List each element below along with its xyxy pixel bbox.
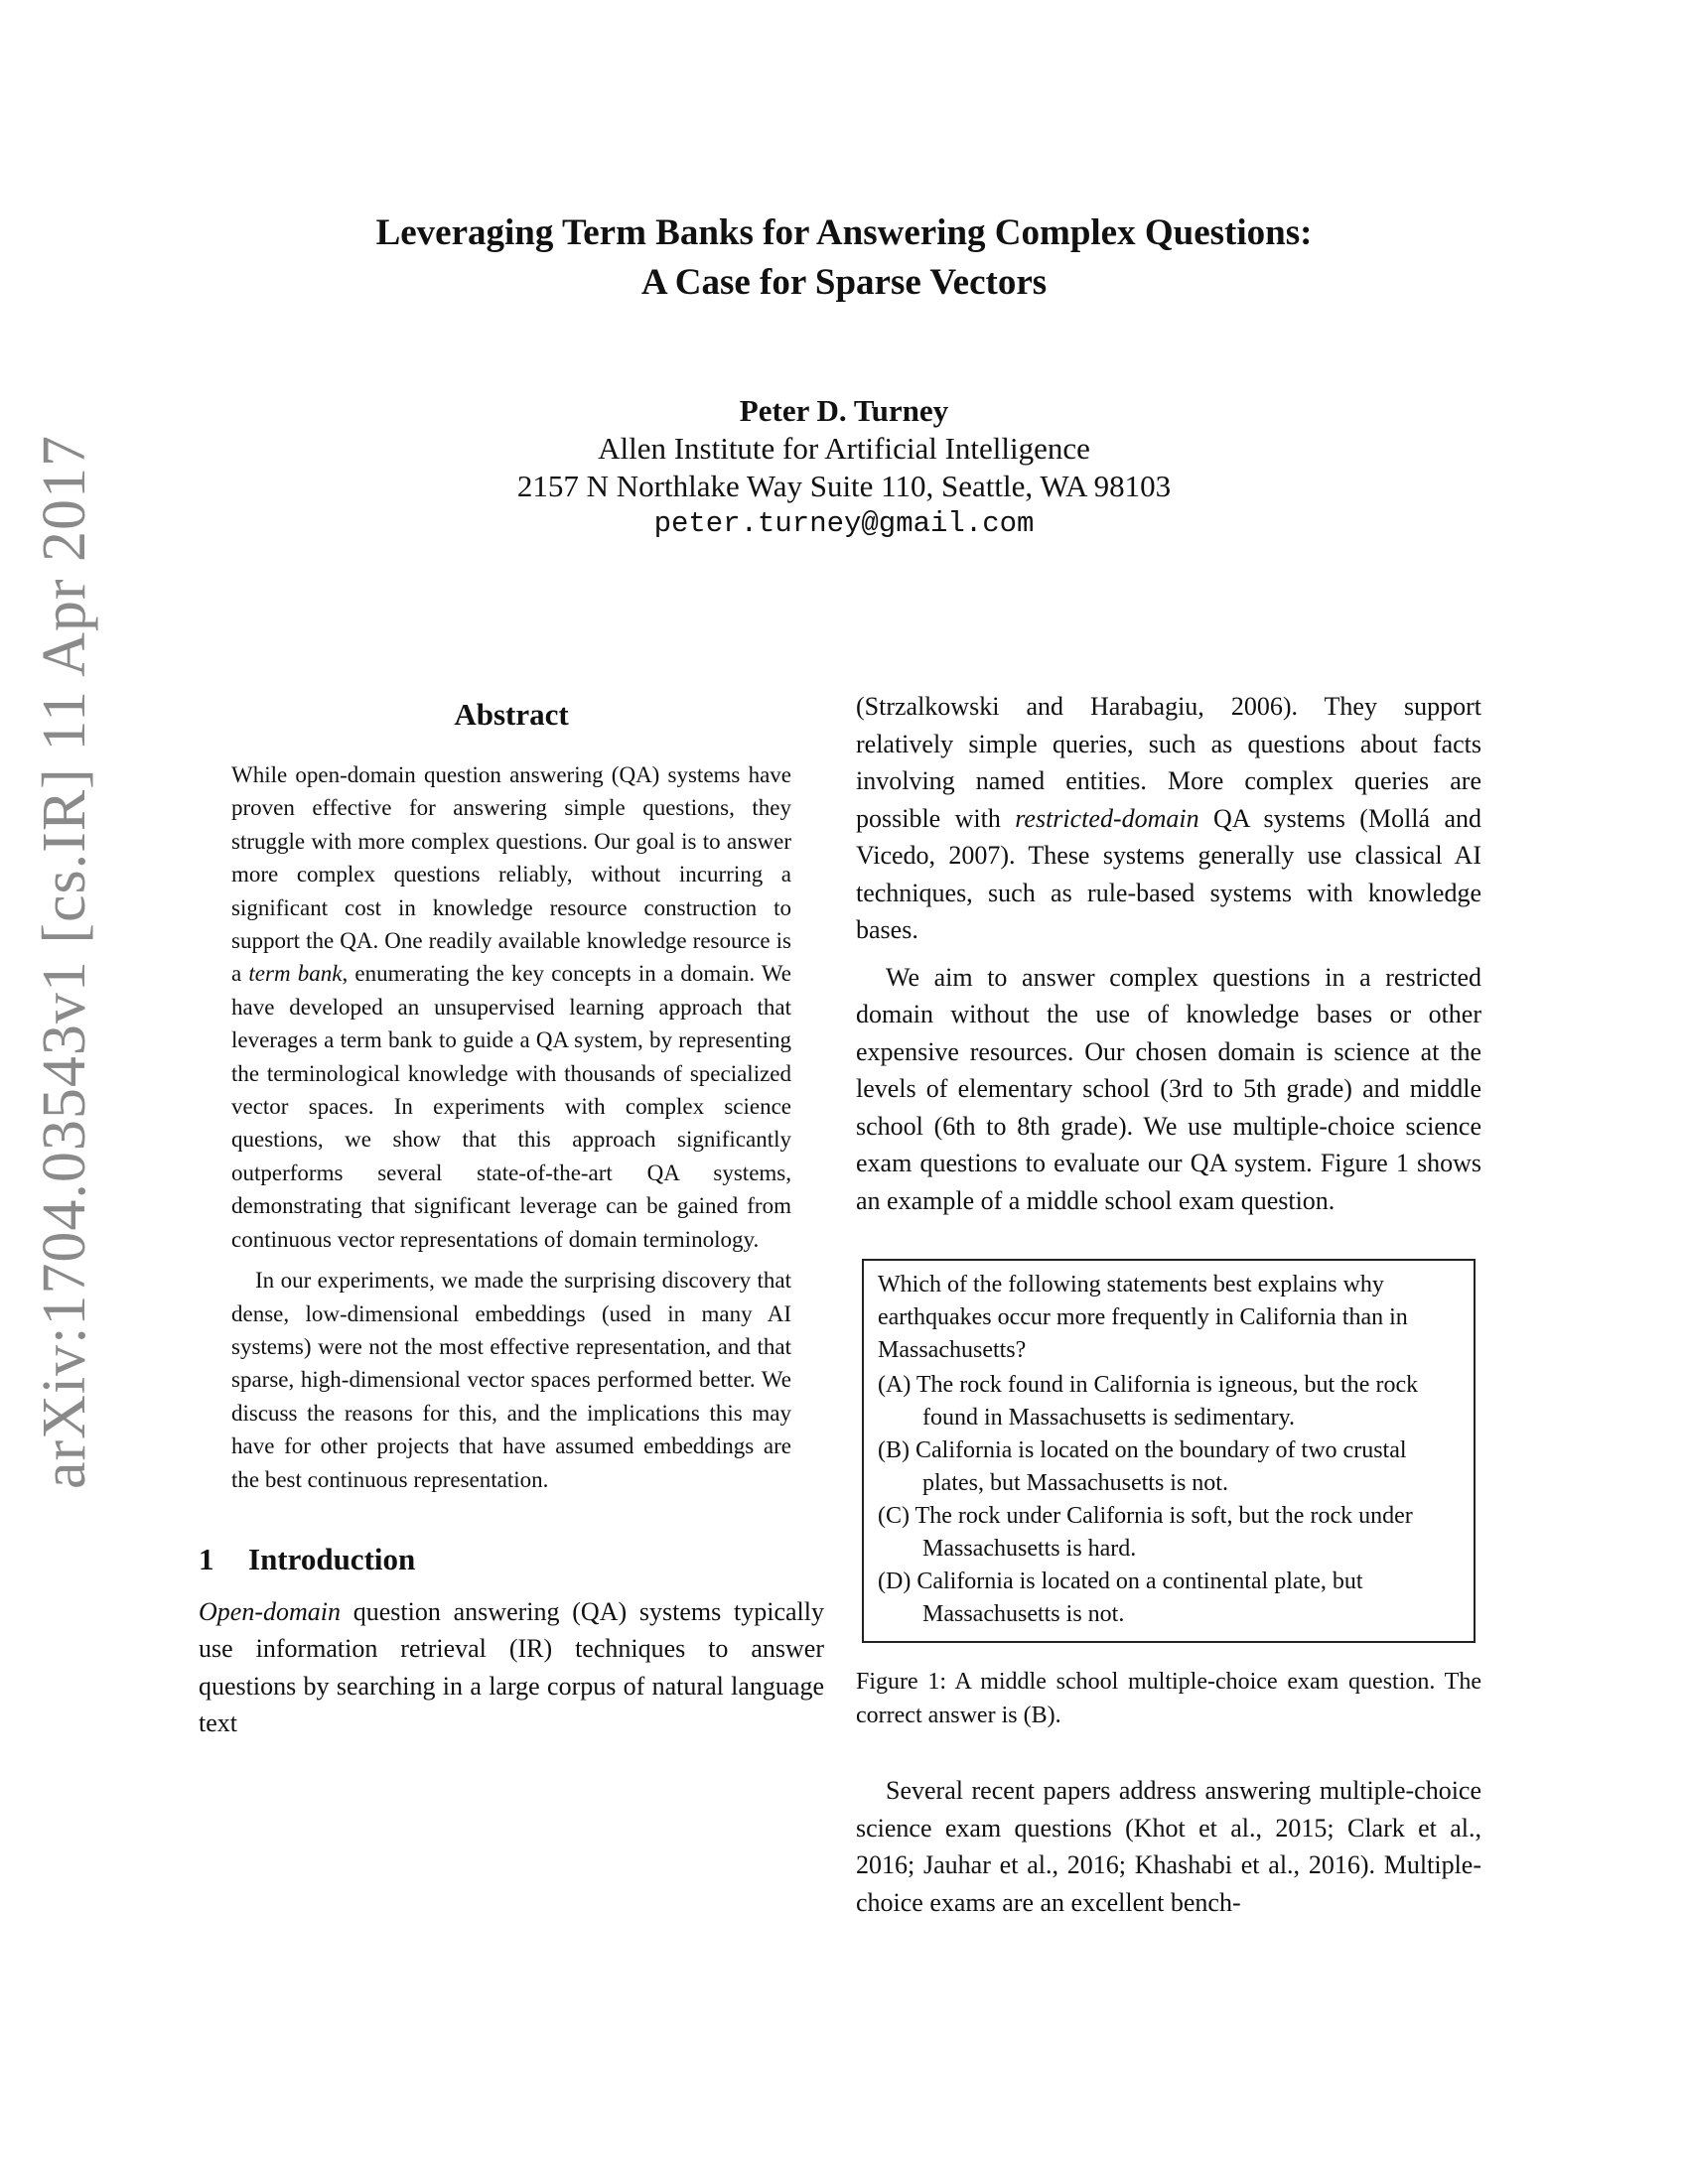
left-column (199, 695, 824, 1742)
abstract-paragraph-2: In our experiments, we made the surprising discovery that dense, low-dimensional embeddings (used in many AI systems) were not the most effective representation, and that sparse, high-dimensional vector spaces performed better. We discuss the reasons for this, and the implications this may have for other projects that have assumed embeddings are the best continuous representation. (231, 1268, 791, 1492)
author-name: Peter D. Turney (739, 393, 949, 428)
right-p1-text-b: QA systems (Mollá and Vicedo, 2007). These systems generally use classical AI techniques, such as rule-based systems with knowledge bases. (856, 803, 1481, 944)
paper-title (199, 208, 1489, 308)
right-p1-restricted-domain: restricted-domain (1015, 803, 1199, 833)
section-number: 1 (199, 1541, 214, 1576)
section-heading-introduction (199, 1540, 824, 1579)
figure-option-c: (C) The rock under California is soft, but the rock under Massachusetts is hard. (878, 1503, 1413, 1562)
intro-paragraph-1 (199, 1593, 824, 1742)
right-column (856, 692, 1481, 1921)
right-paragraph-2: We aim to answer complex questions in a restricted domain without the use of knowledge bases or other expensive resources. Our chosen domain is science at the levels of elementary school (3rd to 5th grade) and middle school (6th to 8th grade). We use multiple-choice science exam questions to evaluate our QA system. Figure 1 shows an example of a middle school exam question. (856, 962, 1481, 1215)
figure-1-caption: Figure 1: A middle school multiple-choice exam question. The correct answer is (B). (856, 1669, 1481, 1728)
figure-option-a: (A) The rock found in California is igneous, but the rock found in Massachusetts is sedimentary. (878, 1372, 1419, 1431)
figure-option-d: (D) California is located on a continental plate, but Massachusetts is not. (878, 1569, 1363, 1627)
right-paragraph-3: Several recent papers address answering multiple-choice science exam questions (Khot et al., 2015; Clark et al., 2016; Jauhar et al., 2016; Khashabi et al., 2016). Multiple-choice exams are an excellent bench- (856, 1776, 1481, 1917)
author-address: 2157 N Northlake Way Suite 110, Seattle, WA 98103 (516, 469, 1172, 503)
right-p1-text-a: (Strzalkowski and Harabagiu, 2006). They support relatively simple queries, such as questions about facts involving named entities. More complex queries are possible with (856, 692, 1481, 833)
intro-open-domain: Open-domain (199, 1596, 341, 1626)
title-line-2: A Case for Sparse Vectors (640, 262, 1048, 303)
author-affiliation: Allen Institute for Artificial Intelligence (598, 431, 1090, 466)
title-line-1: Leveraging Term Banks for Answering Complex Questions: (375, 212, 1313, 253)
intro-p1-text: question answering (QA) systems typically use information retrieval (IR) techniques to answer questions by searching in a large corpus of natural language text (199, 1596, 824, 1738)
abstract-heading: Abstract (454, 697, 569, 732)
figure-question-stem: Which of the following statements best explains why earthquakes occur more frequently in California than in Massachusetts? (878, 1272, 1408, 1363)
abstract-paragraph-1 (231, 758, 791, 1256)
abstract-p1-text-a: While open-domain question answering (QA) systems have proven effective for answering simple questions, they struggle with more complex questions. Our goal is to answer more complex questions reliably, without incurring a significant cost in knowledge resource construction to support the QA. One readily available knowledge resource is a (231, 762, 791, 987)
figure-option-b: (B) California is located on the boundary of two crustal plates, but Massachusetts is not. (878, 1437, 1407, 1496)
author-block (348, 392, 1340, 543)
abstract-body (231, 758, 791, 1496)
figure-1-question-box (862, 1259, 1476, 1643)
arxiv-identifier-stamp: arXiv:1704.03543v1 [cs.IR] 11 Apr 2017 (31, 434, 98, 1489)
abstract-p1-text-b: , enumerating the key concepts in a domain. We have developed an unsupervised learning approach that leverages a term bank to guide a QA system, by representing the terminological knowledge with thousands of specialized vector spaces. In experiments with complex science questions, we show that this approach significantly outperforms several state-of-the-art QA systems, demonstrating that significant leverage can be gained from continuous vector representations of domain terminology. (231, 961, 791, 1252)
abstract-p1-term-bank: term bank (248, 961, 343, 987)
author-email: peter.turney@gmail.com (653, 507, 1035, 540)
right-paragraph-1 (856, 688, 1481, 949)
section-title: Introduction (248, 1541, 416, 1576)
